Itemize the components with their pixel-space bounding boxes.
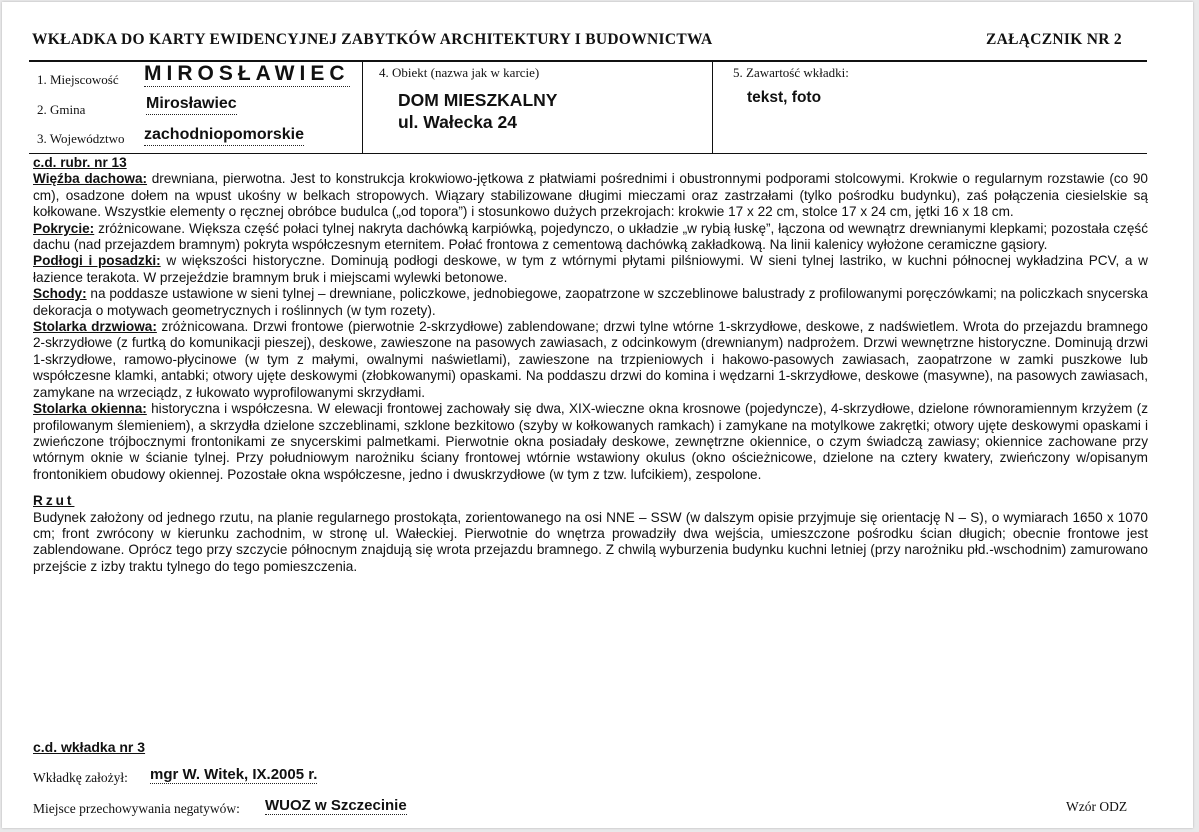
founder-label: Wkładkę założył:: [33, 770, 128, 785]
paragraph-text: historyczna i współczesna. W elewacji frontowej zachowały się dwa, XIX-wieczne okna krosnowe (pojedyncze), 4-skrzydłowe, dzielone równoramiennym krzyżem (z profilowanym ślemieniem), a skrzydła dzielone szczeblinami, szklone bezkitowo (szyby w kołkowanych ramkach) i zamykane na motylkowe zakrętki; otwory ujęte deskowymi opaskami i zwieńczone trójbocznymi frontonikami ze snycerskimi palmetkami. Pierwotnie okna posiadały deskowe, zewnętrzne okiennice, o czym świadczą zawiasy; okiennice zachowane przy wtórnym oknie w ścianie tylnej. Przy południowym narożniku ściany frontowej wtórnie wstawiony okulus (okno ościeżnicowe, dzielone na cztery kwatery, zwieńczony w/opisanym frontonikiem obudowy okiennej. Pozostałe okna współczesne, jedno i dwuskrzydłowe (w tym z tzw. lufcikiem), zespolone.: [33, 401, 1148, 482]
paragraph-roof-truss: [33, 171, 1148, 220]
paragraph-heading: Więźba dachowa:: [33, 171, 148, 187]
paragraph-roofing: [33, 221, 1148, 254]
paragraph-text: drewniana, pierwotna. Jest to konstrukcja krokwiowo-jętkowa z płatwiami pośrednimi i obustronnymi podporami stolcowymi. Krokwie o regularnym rozstawie (co 90 cm), osadzone dołem na wpust ukośny w belkach stropowych. Wiązary stabilizowane długimi mieczami oraz zastrzałami (tylko pośrodku budynku), zaś połączenia ciesielskie są kołkowane. Wszystkie elementy o ręcznej obróbce budulca („od topora”) i stosunkowo dużych przekrojach: krokwie 17 x 22 cm, stolce 17 x 24 cm, jętki 16 x 18 cm.: [33, 171, 1148, 220]
paragraph-heading: Podłogi i posadzki:: [33, 253, 161, 269]
form-title: WKŁADKA DO KARTY EWIDENCYJNEJ ZABYTKÓW ARCHITEKTURY I BUDOWNICTWA: [32, 31, 713, 48]
field-divider-1: [362, 61, 363, 153]
commune-label: 2. Gmina: [37, 102, 86, 117]
field-divider-2: [712, 61, 713, 153]
fields-bottom-rule: [29, 153, 1147, 154]
content-value: tekst, foto: [747, 89, 822, 106]
commune-value: Mirosławiec: [146, 96, 237, 115]
section-ref: c.d. rubr. nr 13: [33, 155, 127, 170]
plan-heading: Rzut: [33, 493, 75, 509]
province-label: 3. Województwo: [37, 131, 125, 146]
storage-value: WUOZ w Szczecinie: [265, 797, 407, 814]
object-name: DOM MIESZKALNY: [398, 90, 558, 110]
town-label: 1. Miejscowość: [37, 72, 119, 87]
paragraph-heading: Stolarka drzwiowa:: [33, 319, 157, 335]
form-code: Wzór ODZ: [1066, 799, 1128, 814]
annex-label: ZAŁĄCZNIK NR 2: [986, 31, 1122, 48]
content-label: 5. Zawartość wkładki:: [733, 65, 849, 80]
town-value: MIROSŁAWIEC: [144, 63, 350, 87]
paragraph-stairs: [33, 286, 1148, 319]
continuation-note: c.d. wkładka nr 3: [33, 739, 146, 755]
paragraph-text: na poddasze ustawione w sieni tylnej – drewniane, policzkowe, jednobiegowe, zaopatrzone w szczeblinowe balustrady z profilowanymi poręczówkami; na policzkach snycerska dekoracja o motywach geometrycznych i roślinnych (w tym rozety).: [33, 286, 1148, 318]
storage-label: Miejsce przechowywania negatywów:: [33, 801, 240, 816]
paragraph-heading: Stolarka okienna:: [33, 401, 147, 417]
paragraph-doors: [33, 319, 1148, 401]
paragraph-windows: [33, 401, 1148, 483]
paragraph-text: zróżnicowane. Większa część połaci tylnej nakryta dachówką karpiówką, pojedynczo, o układzie „w rybią łuskę”, łączona od wewnątrz drewnianymi klepkami; pozostała część dachu (nad przejazdem bramnym) pokryta współczesnym eternitem. Połać frontowa z cementową dachówką zakładkową. Na linii kalenicy wyłożone ceramiczne gąsiory.: [33, 220, 1148, 253]
founder-value: mgr W. Witek, IX.2005 r.: [150, 766, 318, 783]
object-address: ul. Wałecka 24: [398, 112, 517, 132]
object-label: 4. Obiekt (nazwa jak w karcie): [379, 65, 540, 80]
description-body: [33, 155, 1148, 575]
paragraph-heading: Schody:: [33, 286, 87, 302]
object-value: [398, 89, 557, 133]
paragraph-text: w większości historyczne. Dominują podłogi deskowe, w tym z wtórnymi płytami pilśniowymi. W sieni tylnej lastriko, w kuchni północnej wykładzina PCV, a w łazience terakota. W przejeździe bramnym bruk i miejscami wylewki betonowe.: [33, 253, 1148, 285]
paragraph-floors: [33, 253, 1148, 286]
plan-paragraph: Budynek założony od jednego rzutu, na planie regularnego prostokąta, zorientowanego na osi NNE – SSW (w dalszym opisie przyjmuje się orientację N – S), o wymiarach 1650 x 1070 cm; front zwrócony w kierunku zachodnim, w stronę ul. Wałeckiej. Pierwotnie do wnętrza prowadziły dwa wejścia, umieszczone pośrodku ścian długich; obecnie frontowe jest zablendowane. Oprócz tego przy szczycie północnym znajdują się wrota przejazdu bramnego. Z chwilą wyburzenia budynku kuchni letniej (przy narożniku płd.-wschodnim) zamurowano przejście z izby traktu tylnego do tego pomieszczenia.: [33, 509, 1148, 574]
paragraph-heading: Pokrycie:: [33, 220, 95, 236]
province-value: zachodniopomorskie: [144, 127, 304, 146]
paragraph-text: zróżnicowana. Drzwi frontowe (pierwotnie 2-skrzydłowe) zablendowane; drzwi tylne wtórne 1-skrzydłowe, deskowe, z nadświetlem. Wrota do przejazdu bramnego 2-skrzydłowe (z furtką do komunikacji pieszej), deskowe, zawieszone na pasowych zawiasach, z odcinkowym (drewnianym) nadprożem. Drzwi wewnętrzne historyczne. Dominują drzwi 1-skrzydłowe, ramowo-płycinowe (w tym z małymi, owalnymi naświetlami), zawieszone na trzpieniowych i hakowo-pasowych zawiasach, zaopatrzone w zamki puszkowe lub współczesne klamki, antabki; otwory ujęte deskowymi (złobkowanymi) opaskami. Na poddaszu drzwi do komina i wędzarni 1-skrzydłowe, deskowe (masywne), na pasowych zawiasach, zamykane na wrzeciądz, z łukowato wyprofilowanymi skrzydłami.: [33, 319, 1148, 400]
